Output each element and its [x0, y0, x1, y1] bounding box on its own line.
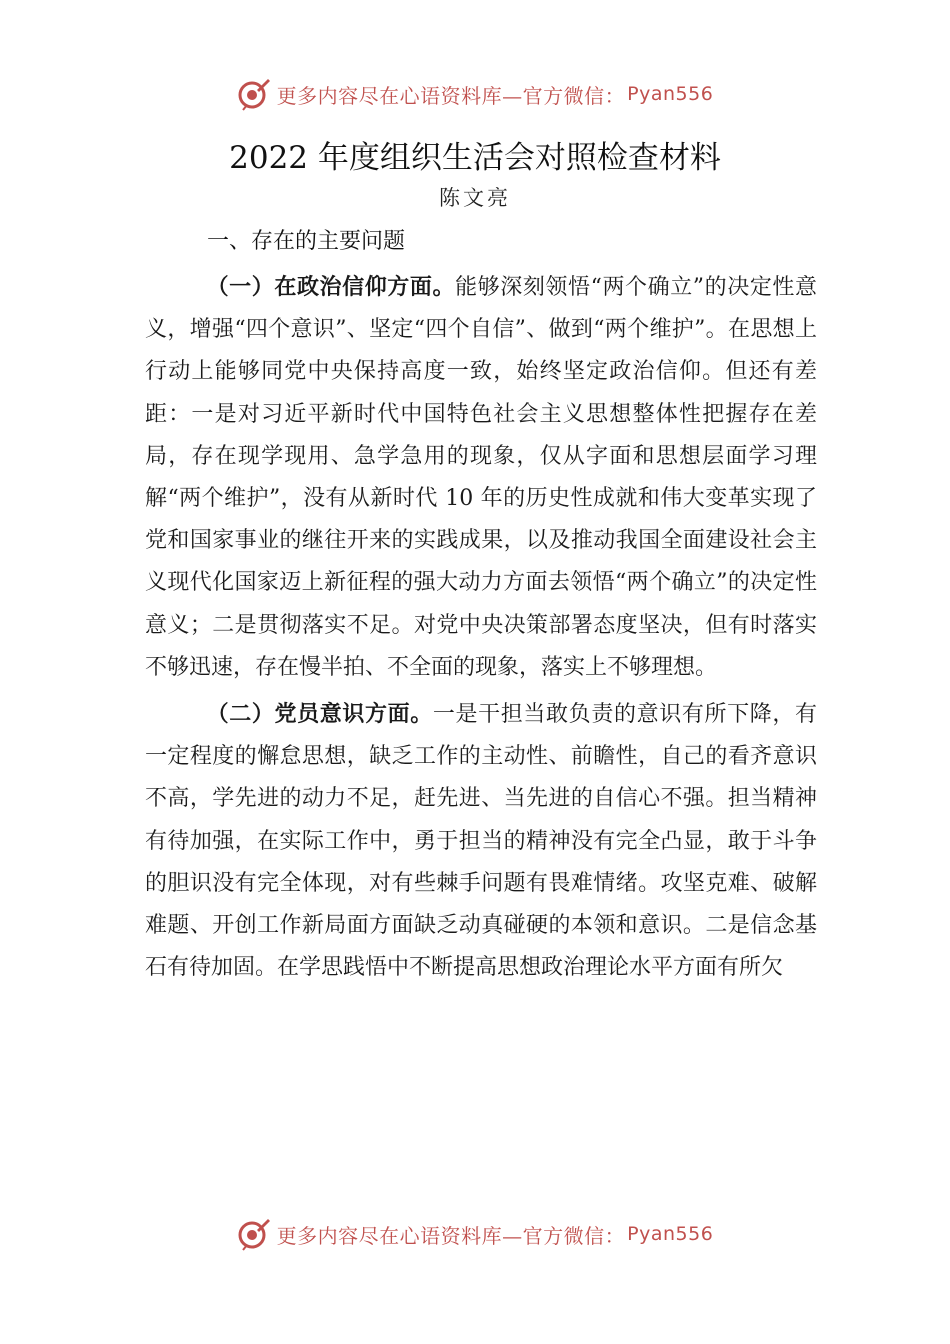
watermark-handle: Pyan556: [627, 83, 714, 105]
document-body: [145, 266, 817, 989]
watermark-text: 更多内容尽在心语资料库—官方微信：: [276, 1223, 626, 1248]
watermark-handle: Pyan556: [627, 1223, 714, 1245]
footer-watermark: [0, 1214, 950, 1254]
watermark-text: 更多内容尽在心语资料库—官方微信：: [276, 83, 626, 108]
paragraph-text: 能够深刻领悟“两个确立”的决定性意义，增强“四个意识”、坚定“四个自信”、做到“两个维护”。在思想上行动上能够同党中央保持高度一致，始终坚定政治信仰。但还有差距：一是对习近平新时代中国特色社会主义思想整体性把握存在差局，存在现学现用、急学急用的现象，仅从字面和思想层面学习理解“两个维护”，没有从新时代 10 年的历史性成就和伟大变革实现了党和国家事业的继往开来的实践成果，以及推动我国全面建设社会主义现代化国家迈上新征程的强大动力方面去领悟“两个确立”的决定性意义；二是贯彻落实不足。对党中央决策部署态度坚决，但有时落实不够迅速，存在慢半拍、不全面的现象，落实上不够理想。: [145, 275, 817, 680]
paragraph-lead: （一）在政治信仰方面。: [206, 274, 456, 300]
pen-logo-icon: [237, 77, 271, 111]
document-title: 2022 年度组织生活会对照检查材料: [229, 140, 721, 176]
paragraph-political-belief: [145, 266, 817, 689]
paragraph-text: 一是干担当敢负责的意识有所下降，有一定程度的懈怠思想，缺乏工作的主动性、前瞻性，自己的看齐意识不高，学先进的动力不足，赶先进、当先进的自信心不强。担当精神有待加强，在实际工作中，勇于担当的精神没有完全凸显，敢于斗争的胆识没有完全体现，对有些棘手问题有畏难情绪。攻坚克难、破解难题、开创工作新局面方面缺乏动真碰硬的本领和意识。二是信念基石有待加固。在学思践悟中不断提高思想政治理论水平方面有所欠: [145, 702, 817, 981]
paragraph-party-awareness: [145, 693, 817, 989]
section-heading: 一、存在的主要问题: [207, 229, 406, 254]
document-author: 陈文亮: [439, 186, 511, 210]
header-watermark: [0, 74, 950, 114]
pen-logo-icon: [237, 1217, 271, 1251]
paragraph-lead: （二）党员意识方面。: [206, 701, 433, 728]
